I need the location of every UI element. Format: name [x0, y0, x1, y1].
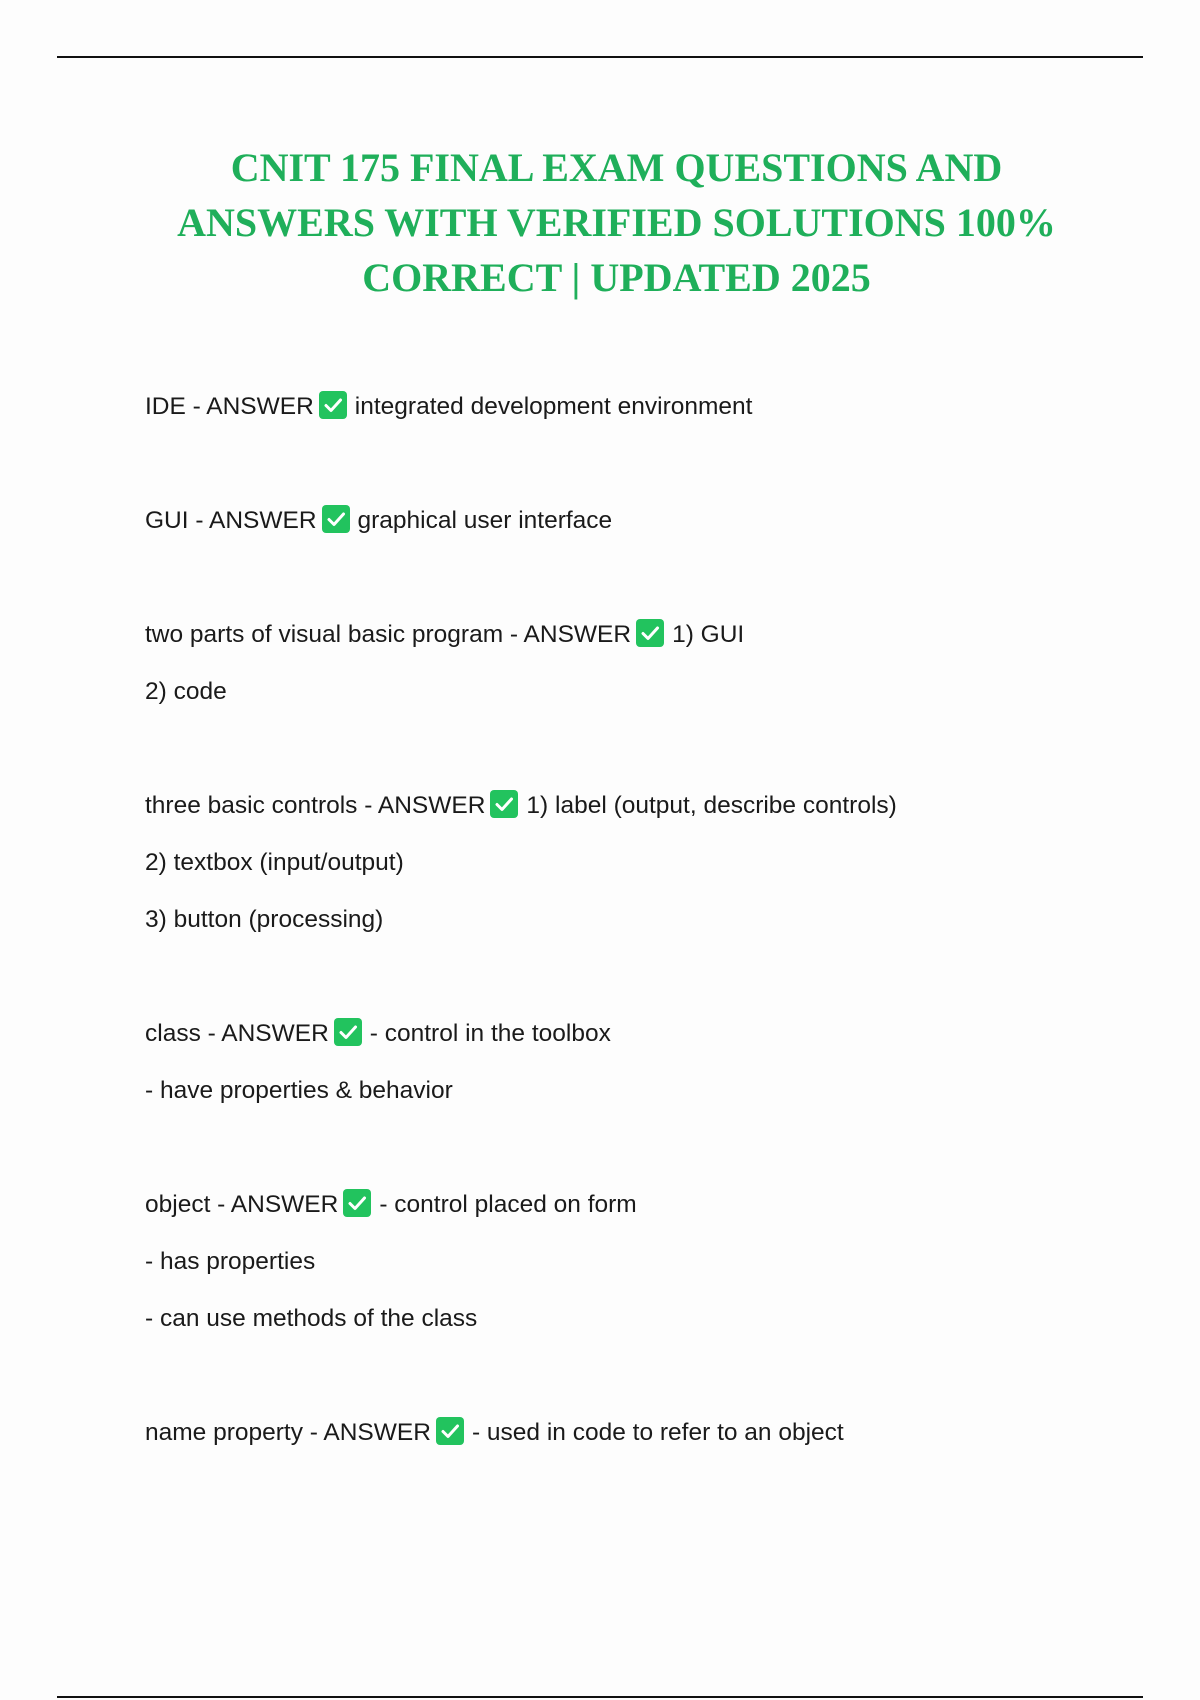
qa-question-line	[145, 1005, 1145, 1062]
top-divider	[57, 56, 1143, 58]
qa-answer-continuation: - has properties	[145, 1248, 316, 1275]
check-mark-icon	[490, 790, 518, 818]
qa-answer-continuation: 2) code	[145, 678, 227, 705]
qa-term: name property - ANSWER	[145, 1419, 431, 1446]
qa-question-line	[145, 1404, 1145, 1461]
qa-answer: integrated development environment	[354, 393, 753, 420]
check-mark-icon	[436, 1417, 464, 1445]
qa-term: three basic controls - ANSWER	[145, 792, 486, 819]
qa-answer: 1) label (output, describe controls)	[526, 792, 897, 819]
qa-item	[145, 492, 1145, 549]
qa-term: object - ANSWER	[145, 1191, 339, 1218]
check-mark-icon	[319, 391, 347, 419]
check-mark-icon	[636, 619, 664, 647]
qa-list	[145, 378, 1145, 1518]
qa-answer-continuation: - can use methods of the class	[145, 1305, 478, 1332]
title-line: ANSWERS WITH VERIFIED SOLUTIONS 100%	[177, 200, 1056, 245]
qa-item	[145, 1176, 1145, 1347]
document-title	[120, 140, 1113, 305]
bottom-divider	[57, 1696, 1143, 1698]
qa-term: IDE - ANSWER	[145, 393, 314, 420]
title-line: CORRECT | UPDATED 2025	[362, 255, 871, 300]
qa-item	[145, 378, 1145, 435]
qa-answer-continuation: 3) button (processing)	[145, 906, 384, 933]
qa-answer: - control in the toolbox	[369, 1020, 611, 1047]
qa-question-line	[145, 777, 1145, 834]
title-line: CNIT 175 FINAL EXAM QUESTIONS AND	[230, 145, 1003, 190]
qa-question-line	[145, 606, 1145, 663]
check-mark-icon	[343, 1189, 371, 1217]
qa-question-line	[145, 1176, 1145, 1233]
check-mark-icon	[322, 505, 350, 533]
qa-question-line	[145, 492, 1145, 549]
qa-answer: graphical user interface	[357, 507, 613, 534]
qa-item	[145, 1005, 1145, 1119]
qa-answer: 1) GUI	[672, 621, 745, 648]
qa-item	[145, 606, 1145, 720]
qa-answer-continuation: 2) textbox (input/output)	[145, 849, 404, 876]
qa-answer: - control placed on form	[379, 1191, 637, 1218]
qa-term: GUI - ANSWER	[145, 507, 317, 534]
qa-term: two parts of visual basic program - ANSWER	[145, 621, 632, 648]
qa-answer-continuation: - have properties & behavior	[145, 1077, 453, 1104]
qa-question-line	[145, 378, 1145, 435]
qa-answer: - used in code to refer to an object	[471, 1419, 844, 1446]
qa-item	[145, 1404, 1145, 1461]
qa-term: class - ANSWER	[145, 1020, 329, 1047]
check-mark-icon	[334, 1018, 362, 1046]
qa-item	[145, 777, 1145, 948]
